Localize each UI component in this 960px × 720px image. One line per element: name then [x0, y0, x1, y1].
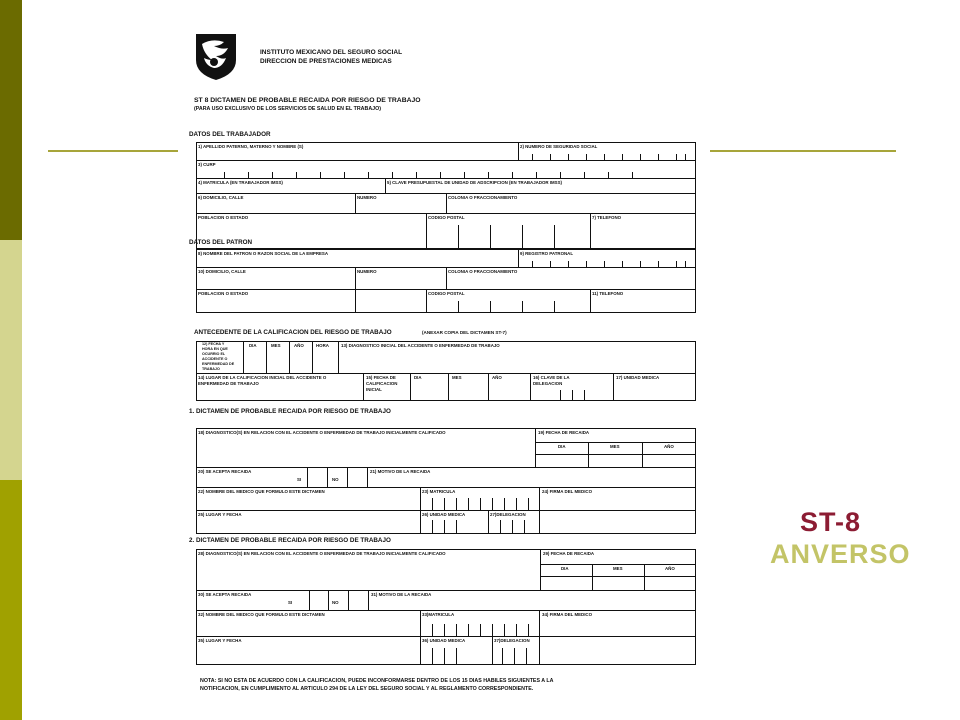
employer-colonia-label: COLONIA O FRACCIONAMIENTO: [448, 269, 518, 274]
sidebar-band-mid: [0, 480, 22, 720]
dictamen-2-dia-label: DIA: [561, 566, 569, 571]
field-12-line-2: HORA EN QUE: [202, 347, 228, 351]
antecedent-hora-label: HORA: [316, 343, 329, 348]
dictamen-2-mes-label: MES: [613, 566, 623, 571]
slide-title-code: ST-8: [800, 507, 862, 537]
antecedent-mes-label-2: MES: [452, 375, 462, 380]
dictamen-2-heading: 2. DICTAMEN DE PROBABLE RECAIDA POR RIESGO DE TRABAJO: [189, 537, 391, 544]
field-5-label: 5) CLAVE PRESUPUESTAL DE UNIDAD DE ADSCRIPCION (EN TRABAJADOR IMSS): [387, 180, 562, 185]
field-7-label: 7) TELEFONO: [592, 215, 622, 220]
antecedent-anio-label: AÑO: [294, 343, 304, 348]
field-33-label: 33)MATRICULA: [422, 612, 455, 617]
field-35-label: 35) LUGAR Y FECHA: [198, 638, 242, 643]
field-13-label: 13) DIAGNOSTICO INICIAL DEL ACCIDENTE O ENFERMEDAD DE TRABAJO: [341, 343, 500, 348]
field-12-line-5: ENFERMEDAD DE: [202, 362, 235, 366]
worker-colonia-label: COLONIA O FRACCIONAMIENTO: [448, 195, 518, 200]
field-3-label: 3) CURP: [198, 162, 216, 167]
field-30-no-option[interactable]: NO: [332, 600, 339, 605]
field-37-label: 37)DELEGACION: [494, 638, 530, 643]
dictamen-1-dia-label: DIA: [558, 444, 566, 449]
direction-name: DIRECCION DE PRESTACIONES MEDICAS: [260, 58, 392, 65]
field-10-label: 10) DOMICILIO, CALLE: [198, 269, 246, 274]
field-28-label: 28) DIAGNOSTICO(S) EN RELACION CON EL ACCIDENTE O ENFERMEDAD DE TRABAJO INICIALMENTE CALIFICADO: [198, 551, 446, 556]
field-9-label: 9) REGISTRO PATRONAL: [520, 251, 574, 256]
field-8-label: 8) NOMBRE DEL PATRON O RAZON SOCIAL DE LA EMPRESA: [198, 251, 329, 256]
field-20-label: 20) SE ACEPTA RECAIDA: [198, 469, 252, 474]
title-rule-right: [710, 150, 896, 152]
employer-cp-label: CODIGO POSTAL: [428, 291, 465, 296]
slide-title-side: ANVERSO: [770, 539, 911, 569]
field-14-line-2: ENFERMEDAD DE TRABAJO: [198, 381, 259, 386]
field-27-label: 27)DELEGACION: [490, 512, 526, 517]
dictamen-1-section-box: [196, 428, 696, 534]
field-15-line-1: 15) FECHA DE: [366, 375, 396, 380]
field-4-label: 4) MATRICULA (EN TRABAJADOR IMSS): [198, 180, 283, 185]
field-15-line-2: CALIFICACION: [366, 381, 398, 386]
employer-poblacion-label: POBLACION O ESTADO: [198, 291, 249, 296]
form-title: ST 8 DICTAMEN DE PROBABLE RECAIDA POR RIESGO DE TRABAJO: [194, 97, 421, 104]
antecedent-heading: ANTECEDENTE DE LA CALIFICACION DEL RIESGO DE TRABAJO: [194, 329, 392, 336]
antecedent-anio-label-2: AÑO: [492, 375, 502, 380]
worker-heading: DATOS DEL TRABAJADOR: [189, 131, 271, 138]
st8-form-sheet: [180, 20, 700, 700]
field-19-label: 19) FECHA DE RECAIDA: [538, 430, 590, 435]
dictamen-2-anio-label: AÑO: [665, 566, 675, 571]
dictamen-1-anio-label: AÑO: [664, 444, 674, 449]
dictamen-1-heading: 1. DICTAMEN DE PROBABLE RECAIDA POR RIESGO DE TRABAJO: [189, 408, 391, 415]
dictamen-1-mes-label: MES: [610, 444, 620, 449]
field-2-label: 2) NUMERO DE SEGURIDAD SOCIAL: [520, 144, 598, 149]
field-26-label: 26) UNIDAD MEDICA: [422, 512, 466, 517]
footnote-line-1: NOTA: SI NO ESTA DE ACUERDO CON LA CALIFICACION, PUEDE INCONFORMARSE DENTRO DE LOS 15 DIAS HABILES SIGUIENTES A LA: [200, 678, 554, 684]
field-15-line-3: INICIAL: [366, 387, 382, 392]
field-12-line-4: ACCIDENTE O: [202, 357, 228, 361]
field-6-label: 6) DOMICILIO, CALLE: [198, 195, 244, 200]
field-20-no-option[interactable]: NO: [332, 477, 339, 482]
field-36-label: 36) UNIDAD MEDICA: [422, 638, 466, 643]
employer-heading: DATOS DEL PATRON: [189, 239, 253, 246]
imss-eagle-logo: [192, 30, 240, 82]
field-22-label: 22) NOMBRE DEL MEDICO QUE FORMULO ESTE DICTAMEN: [198, 489, 325, 494]
field-30-si-option[interactable]: SI: [288, 600, 293, 605]
field-11-label: 11) TELEFONO: [592, 291, 624, 296]
field-23-label: 23) MATRICULA: [422, 489, 456, 494]
field-16-line-1: 16) CLAVE DE LA: [533, 375, 570, 380]
field-29-label: 29) FECHA DE RECAIDA: [543, 551, 595, 556]
title-rule-left: [48, 150, 178, 152]
sidebar-band-light: [0, 240, 22, 480]
antecedent-section-box: [196, 341, 696, 401]
field-12-line-3: OCURRIO EL: [202, 352, 226, 356]
field-32-label: 32) NOMBRE DEL MEDICO QUE FORMULO ESTE DICTAMEN: [198, 612, 325, 617]
field-21-label: 21) MOTIVO DE LA RECAIDA: [370, 469, 431, 474]
worker-poblacion-label: POBLACION O ESTADO: [198, 215, 249, 220]
antecedent-dia-label: DIA: [249, 343, 257, 348]
field-24-label: 24) FIRMA DEL MEDICO: [542, 489, 593, 494]
worker-numero-label: NUMERO: [357, 195, 377, 200]
field-20-si-option[interactable]: SI: [297, 477, 302, 482]
field-14-line-1: 14) LUGAR DE LA CALIFICACION INICIAL DEL ACCIDENTE O: [198, 375, 327, 380]
form-subtitle: (PARA USO EXCLUSIVO DE LOS SERVICIOS DE SALUD EN EL TRABAJO): [194, 106, 381, 112]
sidebar-band-dark: [0, 0, 22, 240]
worker-cp-label: CODIGO POSTAL: [428, 215, 465, 220]
field-25-label: 25) LUGAR Y FECHA: [198, 512, 242, 517]
field-30-label: 30) SE ACEPTA RECAIDA: [198, 592, 252, 597]
antecedent-mes-label: MES: [271, 343, 281, 348]
institution-name: INSTITUTO MEXICANO DEL SEGURO SOCIAL: [260, 49, 403, 56]
antecedent-note: (ANEXAR COPIA DEL DICTAMEN ST-7): [422, 330, 507, 335]
field-17-label: 17) UNIDAD MEDICA: [616, 375, 660, 380]
field-18-label: 18) DIAGNOSTICO(S) EN RELACION CON EL ACCIDENTE O ENFERMEDAD DE TRABAJO INICIALMENTE CALIFICADO: [198, 430, 446, 435]
field-16-line-2: DELEGACION: [533, 381, 563, 386]
antecedent-dia-label-2: DIA: [414, 375, 422, 380]
field-1-label: 1) APELLIDO PATERNO, MATERNO Y NOMBRE (S): [198, 144, 304, 149]
field-12-line-6: TRABAJO: [202, 367, 220, 371]
employer-numero-label: NUMERO: [357, 269, 377, 274]
footnote-line-2: NOTIFICACION, EN CUMPLIMIENTO AL ARTICULO 294 DE LA LEY DEL SEGURO SOCIAL Y AL REGLAMENTO CORRESPONDIENTE.: [200, 686, 534, 692]
field-12-line-1: 12) FECHA Y: [202, 342, 225, 346]
field-31-label: 31) MOTIVO DE LA RECAIDA: [371, 592, 432, 597]
field-34-label: 34) FIRMA DEL MEDICO: [542, 612, 593, 617]
